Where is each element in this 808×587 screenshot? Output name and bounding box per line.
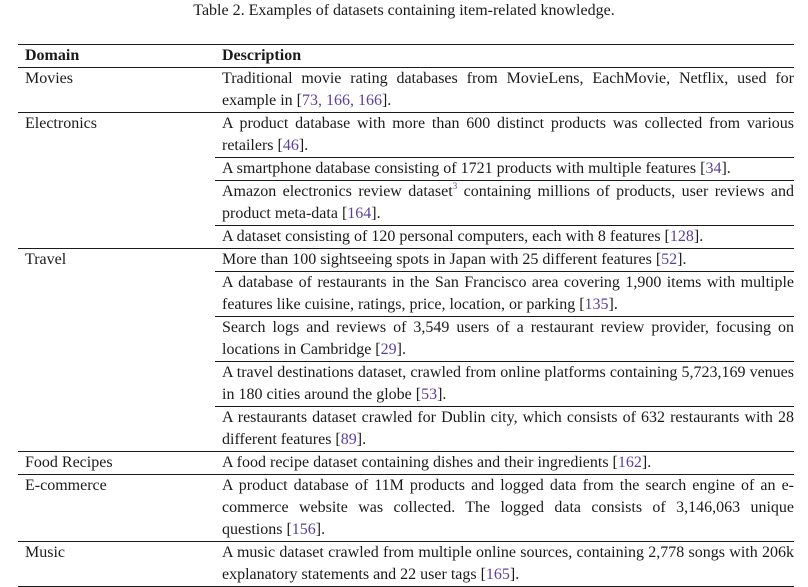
table-row [18, 475, 794, 542]
description-cell: A product database with more than 600 distinct products was collected from various retailers [46]. [215, 113, 794, 158]
description-cell: A smartphone database consisting of 1721 products with multiple features [34]. [215, 158, 794, 181]
citation-link[interactable]: 46 [282, 137, 299, 154]
citation-link[interactable]: 128 [669, 228, 694, 245]
header-domain: Domain [25, 47, 80, 64]
table-row [18, 542, 794, 587]
domain-cell: Electronics [18, 113, 215, 158]
citation-link[interactable]: 53 [421, 386, 438, 403]
citation-link[interactable]: 89 [340, 431, 357, 448]
domain-cell: Movies [18, 68, 215, 113]
description-cell: Amazon electronics review dataset$^3$ containing millions of products, user reviews and product meta-data [164]. [215, 181, 794, 226]
domain-cell [18, 158, 215, 181]
citation-link[interactable]: 135 [584, 296, 609, 313]
domain-cell [18, 407, 215, 452]
description-cell: Traditional movie rating databases from MovieLens, EachMovie, Netflix, used for example in [73, 166, 166]. [215, 68, 794, 113]
table-row [18, 317, 794, 362]
table-row [18, 158, 794, 181]
datasets-table [18, 44, 794, 587]
citation-link[interactable]: 156 [291, 521, 316, 538]
domain-cell [18, 362, 215, 407]
table-row [18, 362, 794, 407]
description-cell: A database of restaurants in the San Francisco area covering 1,900 items with multiple features like cuisine, ratings, price, location, or parking [135]. [215, 272, 794, 317]
footnote-marker[interactable]: 3 [452, 181, 458, 191]
table-row [18, 226, 794, 249]
citation-link[interactable]: 165 [485, 566, 510, 583]
table-row [18, 407, 794, 452]
domain-cell: Music [18, 542, 215, 587]
header-description: Description [222, 47, 302, 64]
table-header-row [18, 45, 794, 68]
table-row [18, 68, 794, 113]
domain-cell: E-commerce [18, 475, 215, 542]
citation-link[interactable]: 29 [380, 341, 397, 358]
domain-cell [18, 272, 215, 317]
table-caption: Table 2. Examples of datasets containing item-related knowledge. [193, 2, 615, 19]
description-cell: A product database of 11M products and logged data from the search engine of an e-commerce website was collected. The logged data consists of 3,146,063 unique questions [156]. [215, 475, 794, 542]
description-cell: Search logs and reviews of 3,549 users of a restaurant review provider, focusing on locations in Cambridge [29]. [215, 317, 794, 362]
table-row [18, 113, 794, 158]
citation-link[interactable]: 52 [661, 251, 678, 268]
table-row [18, 452, 794, 475]
citation-link[interactable]: 73, 166, 166 [301, 92, 382, 109]
description-cell: A dataset consisting of 120 personal computers, each with 8 features [128]. [215, 226, 794, 249]
citation-link[interactable]: 162 [617, 454, 642, 471]
description-cell: More than 100 sightseeing spots in Japan with 25 different features [52]. [215, 249, 794, 272]
domain-cell [18, 226, 215, 249]
description-cell: A food recipe dataset containing dishes and their ingredients [162]. [215, 452, 794, 475]
domain-cell [18, 317, 215, 362]
domain-cell: Food Recipes [18, 452, 215, 475]
citation-link[interactable]: 164 [347, 205, 372, 222]
description-cell: A restaurants dataset crawled for Dublin city, which consists of 632 restaurants with 28 different features [89]. [215, 407, 794, 452]
table-row [18, 249, 794, 272]
domain-cell [18, 181, 215, 226]
domain-cell: Travel [18, 249, 215, 272]
description-cell: A travel destinations dataset, crawled from online platforms containing 5,723,169 venues in 180 cities around the globe [53]. [215, 362, 794, 407]
table-row [18, 181, 794, 226]
citation-link[interactable]: 34 [705, 160, 722, 177]
description-cell: A music dataset crawled from multiple online sources, containing 2,778 songs with 206k explanatory statements and 22 user tags [165]. [215, 542, 794, 587]
table-row [18, 272, 794, 317]
